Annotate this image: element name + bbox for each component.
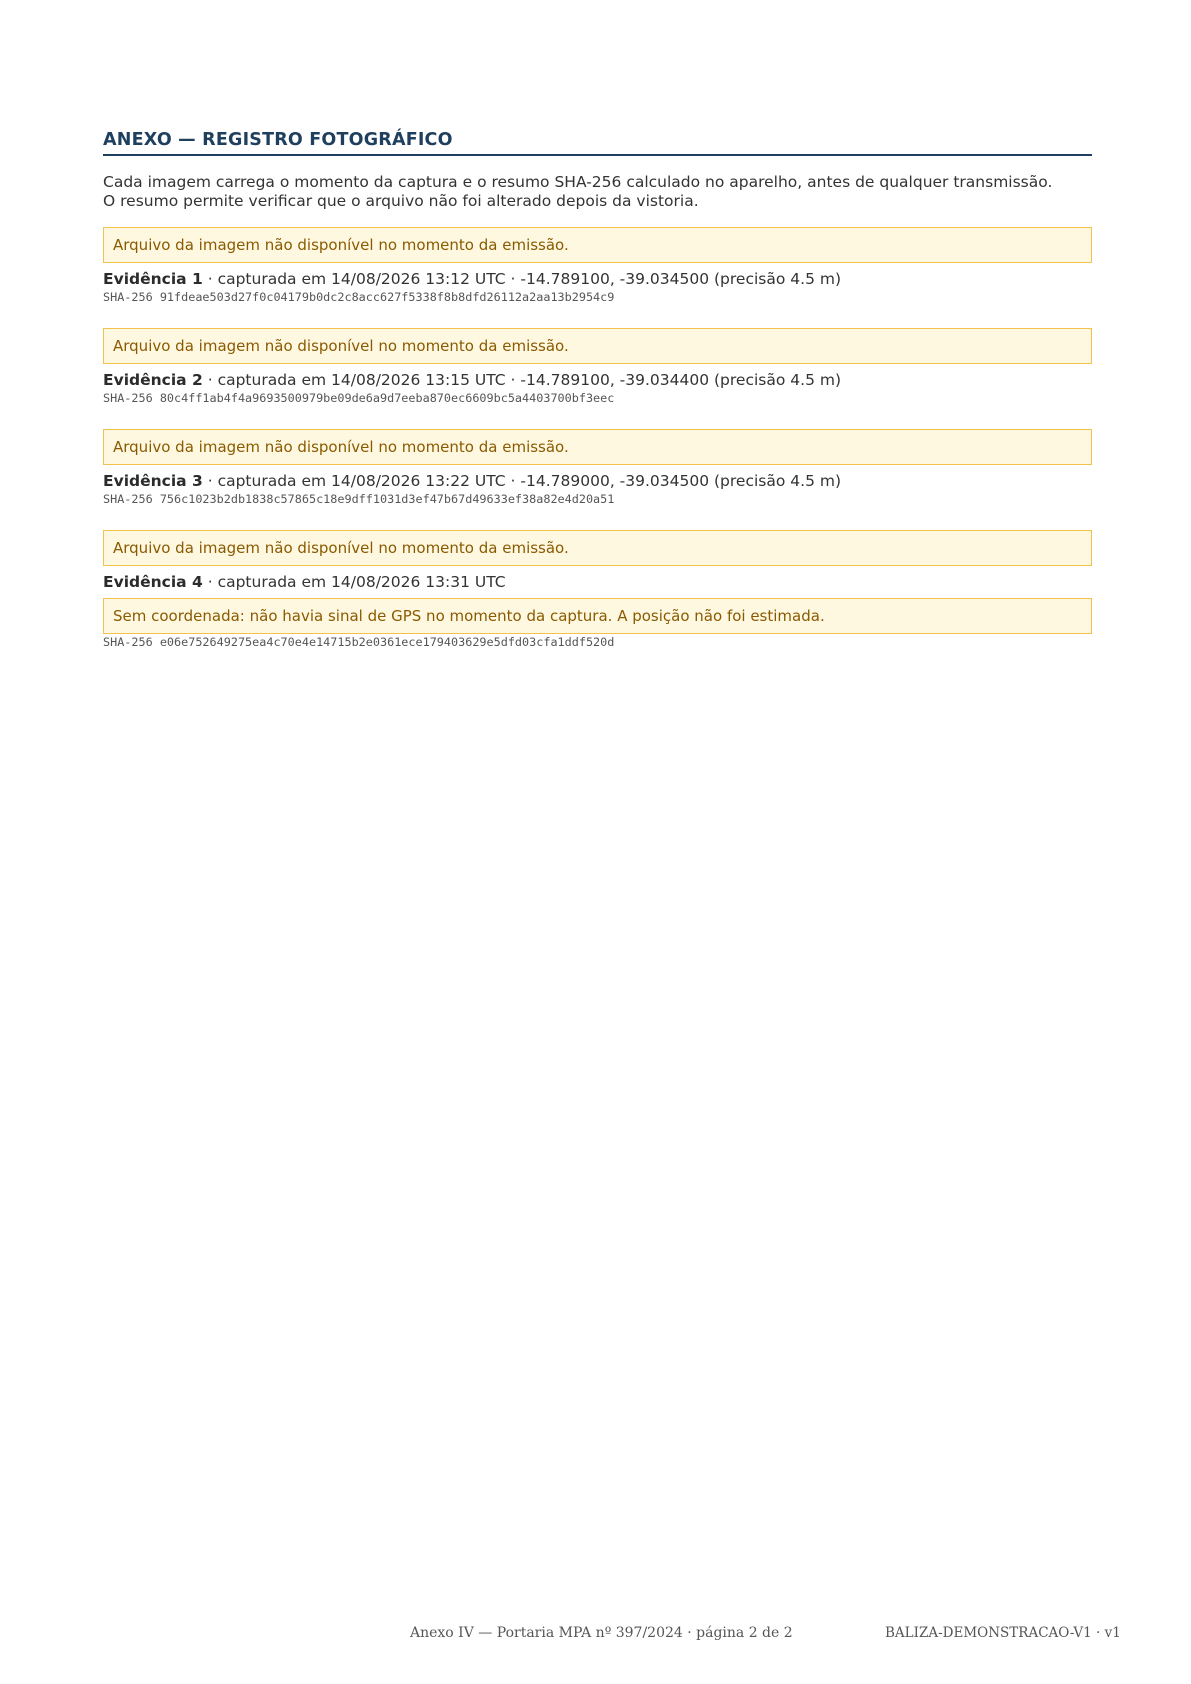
intro-line-1: Cada imagem carrega o momento da captura e o resumo SHA-256 calculado no aparelho, antes de qualquer transmissão. — [103, 173, 1053, 191]
evidence-hash: SHA-256 80c4ff1ab4f4a9693500979be09de6a9d7eeba870ec6609bc5a4403700bf3eec — [103, 391, 615, 405]
annex-page — [103, 130, 1092, 673]
evidence-meta — [103, 371, 1092, 389]
footer-document-reference: Anexo IV — Portaria MPA nº 397/2024 · página 2 de 2 — [410, 1625, 793, 1641]
image-unavailable-notice: Arquivo da imagem não disponível no momento da emissão. — [103, 328, 1092, 364]
evidence-label: Evidência 1 — [103, 270, 203, 288]
evidence-meta — [103, 472, 1092, 490]
evidence-details: · capturada em 14/08/2026 13:22 UTC · -14.789000, -39.034500 (precisão 4.5 m) — [202, 472, 841, 490]
evidence-item-3 — [103, 429, 1092, 506]
evidence-details: · capturada em 14/08/2026 13:31 UTC — [202, 573, 506, 591]
evidence-details: · capturada em 14/08/2026 13:12 UTC · -14.789100, -39.034500 (precisão 4.5 m) — [202, 270, 841, 288]
evidence-hash: SHA-256 756c1023b2db1838c57865c18e9dff1031d3ef47b67d49633ef38a82e4d20a51 — [103, 492, 615, 506]
evidence-item-1 — [103, 227, 1092, 304]
evidence-item-4 — [103, 530, 1092, 649]
evidence-item-2 — [103, 328, 1092, 405]
evidence-hash: SHA-256 e06e752649275ea4c70e4e14715b2e0361ece179403629e5dfd03cfa1ddf520d — [103, 635, 615, 649]
section-title: ANEXO — REGISTRO FOTOGRÁFICO — [103, 130, 1092, 156]
intro-line-2: O resumo permite verificar que o arquivo não foi alterado depois da vistoria. — [103, 192, 699, 210]
no-gps-notice: Sem coordenada: não havia sinal de GPS no momento da captura. A posição não foi estimada. — [103, 598, 1092, 634]
intro-text — [103, 173, 1092, 211]
evidence-label: Evidência 3 — [103, 472, 203, 490]
footer-document-id: BALIZA-DEMONSTRACAO-V1 · v1 — [885, 1625, 1121, 1641]
evidence-meta — [103, 270, 1092, 288]
image-unavailable-notice: Arquivo da imagem não disponível no momento da emissão. — [103, 530, 1092, 566]
evidence-meta — [103, 573, 1092, 591]
image-unavailable-notice: Arquivo da imagem não disponível no momento da emissão. — [103, 429, 1092, 465]
evidence-label: Evidência 4 — [103, 573, 203, 591]
evidence-details: · capturada em 14/08/2026 13:15 UTC · -14.789100, -39.034400 (precisão 4.5 m) — [202, 371, 841, 389]
evidence-label: Evidência 2 — [103, 371, 203, 389]
evidence-hash: SHA-256 91fdeae503d27f0c04179b0dc2c8acc627f5338f8b8dfd26112a2aa13b2954c9 — [103, 290, 615, 304]
image-unavailable-notice: Arquivo da imagem não disponível no momento da emissão. — [103, 227, 1092, 263]
